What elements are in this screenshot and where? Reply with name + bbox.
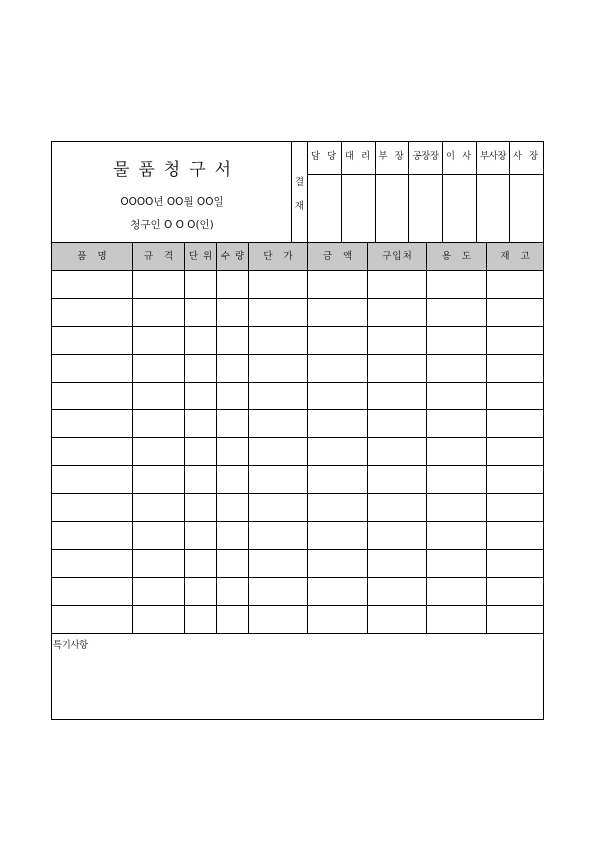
amount-cell[interactable]	[308, 355, 368, 382]
signature-box[interactable]	[342, 175, 375, 242]
amount-cell[interactable]	[308, 494, 368, 521]
unit-price-cell[interactable]	[249, 522, 308, 549]
unit-cell[interactable]	[185, 550, 217, 577]
spec-cell[interactable]	[133, 327, 185, 354]
purpose-cell[interactable]	[427, 578, 487, 605]
requester-line: 청구인 O O O(인)	[130, 219, 214, 231]
approval-column	[342, 142, 376, 242]
item-name-cell[interactable]	[52, 578, 133, 605]
quantity-cell[interactable]	[217, 550, 249, 577]
vendor-cell[interactable]	[368, 578, 427, 605]
stock-cell[interactable]	[487, 606, 543, 633]
stock-cell[interactable]	[487, 466, 543, 493]
signature-box[interactable]	[308, 175, 341, 242]
table-row	[52, 438, 543, 466]
stock-cell[interactable]	[487, 299, 543, 326]
stock-cell[interactable]	[487, 578, 543, 605]
item-name-cell[interactable]	[52, 438, 133, 465]
quantity-cell[interactable]	[217, 578, 249, 605]
unit-cell[interactable]	[185, 578, 217, 605]
purpose-cell[interactable]	[427, 550, 487, 577]
spec-cell[interactable]	[133, 438, 185, 465]
vendor-cell[interactable]	[368, 550, 427, 577]
unit-cell[interactable]	[185, 438, 217, 465]
signature-box[interactable]	[477, 175, 509, 242]
quantity-cell[interactable]	[217, 410, 249, 437]
unit-price-cell[interactable]	[249, 494, 308, 521]
quantity-cell[interactable]	[217, 438, 249, 465]
unit-price-cell[interactable]	[249, 606, 308, 633]
column-header-spec: 규 격	[133, 243, 185, 270]
title-block	[52, 142, 292, 242]
unit-price-cell[interactable]	[249, 578, 308, 605]
vendor-cell[interactable]	[368, 438, 427, 465]
form-header	[52, 142, 543, 243]
unit-price-cell[interactable]	[249, 466, 308, 493]
amount-cell[interactable]	[308, 522, 368, 549]
column-header-stock: 재 고	[500, 251, 534, 262]
item-name-cell[interactable]	[52, 606, 133, 633]
unit-cell[interactable]	[185, 606, 217, 633]
quantity-cell[interactable]	[217, 327, 249, 354]
vendor-cell[interactable]	[368, 494, 427, 521]
approval-label-char: 재	[294, 201, 305, 212]
spec-cell[interactable]	[133, 271, 185, 298]
purpose-cell[interactable]	[427, 299, 487, 326]
quantity-cell[interactable]	[217, 466, 249, 493]
column-header-unit-price: 단 가	[249, 243, 308, 270]
unit-price-cell[interactable]	[249, 383, 308, 410]
unit-cell[interactable]	[185, 299, 217, 326]
item-name-cell[interactable]	[52, 327, 133, 354]
signature-box[interactable]	[443, 175, 476, 242]
approval-column	[409, 142, 443, 242]
unit-cell[interactable]	[185, 355, 217, 382]
unit-cell[interactable]	[185, 271, 217, 298]
date-line: OOOO년 OO월 OO일	[120, 196, 224, 208]
remarks-section[interactable]	[52, 634, 543, 719]
amount-cell[interactable]	[308, 606, 368, 633]
vendor-cell[interactable]	[368, 522, 427, 549]
item-name-cell[interactable]	[52, 466, 133, 493]
stock-cell[interactable]	[487, 327, 543, 354]
remarks-label: 특기사항	[53, 640, 88, 651]
stock-cell[interactable]	[487, 550, 543, 577]
column-header-unit: 단 위	[185, 243, 217, 270]
stock-cell[interactable]	[487, 383, 543, 410]
spec-cell[interactable]	[133, 522, 185, 549]
amount-cell[interactable]	[308, 410, 368, 437]
approval-column	[376, 142, 409, 242]
unit-price-cell[interactable]	[249, 438, 308, 465]
item-name-cell[interactable]	[52, 271, 133, 298]
unit-cell[interactable]	[185, 494, 217, 521]
unit-price-cell[interactable]	[249, 550, 308, 577]
items-table-header	[52, 243, 543, 271]
unit-price-cell[interactable]	[249, 271, 308, 298]
vendor-cell[interactable]	[368, 299, 427, 326]
approver-title: 이 사	[443, 142, 476, 175]
amount-cell[interactable]	[308, 299, 368, 326]
quantity-cell[interactable]	[217, 606, 249, 633]
item-name-cell[interactable]	[52, 355, 133, 382]
signature-box[interactable]	[376, 175, 408, 242]
table-row	[52, 494, 543, 522]
purpose-cell[interactable]	[427, 494, 487, 521]
spec-cell[interactable]	[133, 494, 185, 521]
approver-title: 부 장	[376, 142, 408, 175]
spec-cell[interactable]	[133, 383, 185, 410]
stock-cell[interactable]	[487, 355, 543, 382]
amount-cell[interactable]	[308, 271, 368, 298]
table-row	[52, 355, 543, 383]
table-row	[52, 299, 543, 327]
spec-cell[interactable]	[133, 410, 185, 437]
requisition-form	[51, 141, 544, 720]
quantity-cell[interactable]	[217, 355, 249, 382]
amount-cell[interactable]	[308, 466, 368, 493]
unit-cell[interactable]	[185, 466, 217, 493]
table-row	[52, 271, 543, 299]
column-header-quantity: 수 량	[217, 243, 249, 270]
table-row	[52, 550, 543, 578]
unit-cell[interactable]	[185, 410, 217, 437]
approver-title: 부사장	[477, 142, 509, 175]
column-header-vendor: 구입처	[368, 243, 427, 270]
spec-cell[interactable]	[133, 550, 185, 577]
purpose-cell[interactable]	[427, 271, 487, 298]
stock-cell[interactable]	[487, 438, 543, 465]
purpose-cell[interactable]	[427, 438, 487, 465]
amount-cell[interactable]	[308, 550, 368, 577]
quantity-cell[interactable]	[217, 494, 249, 521]
items-table-body	[52, 271, 543, 634]
item-name-cell[interactable]	[52, 383, 133, 410]
unit-price-cell[interactable]	[249, 327, 308, 354]
item-name-cell[interactable]	[52, 299, 133, 326]
purpose-cell[interactable]	[427, 383, 487, 410]
vendor-cell[interactable]	[368, 327, 427, 354]
approval-column	[443, 142, 477, 242]
approver-title: 대 리	[342, 142, 375, 175]
column-header-amount: 금 액	[308, 243, 368, 270]
spec-cell[interactable]	[133, 466, 185, 493]
table-row	[52, 383, 543, 411]
table-row	[52, 466, 543, 494]
purpose-cell[interactable]	[427, 466, 487, 493]
table-row	[52, 327, 543, 355]
amount-cell[interactable]	[308, 383, 368, 410]
document-title: 물품청구서	[112, 160, 241, 180]
approval-label-char: 결	[294, 177, 305, 188]
stock-cell[interactable]	[487, 410, 543, 437]
column-header-purpose: 용 도	[427, 243, 487, 270]
stock-cell[interactable]	[487, 494, 543, 521]
quantity-cell[interactable]	[217, 299, 249, 326]
unit-cell[interactable]	[185, 327, 217, 354]
amount-cell[interactable]	[308, 327, 368, 354]
vendor-cell[interactable]	[368, 383, 427, 410]
approval-column	[510, 142, 543, 242]
item-name-cell[interactable]	[52, 494, 133, 521]
approval-column	[477, 142, 510, 242]
purpose-cell[interactable]	[427, 327, 487, 354]
table-row	[52, 410, 543, 438]
spec-cell[interactable]	[133, 578, 185, 605]
spec-cell[interactable]	[133, 299, 185, 326]
approval-column	[308, 142, 342, 242]
unit-price-cell[interactable]	[249, 355, 308, 382]
vendor-cell[interactable]	[368, 271, 427, 298]
item-name-cell[interactable]	[52, 550, 133, 577]
unit-price-cell[interactable]	[249, 299, 308, 326]
vendor-cell[interactable]	[368, 606, 427, 633]
signature-box[interactable]	[409, 175, 442, 242]
table-row	[52, 522, 543, 550]
column-header-item-name: 품 명	[52, 243, 133, 270]
purpose-cell[interactable]	[427, 606, 487, 633]
purpose-cell[interactable]	[427, 410, 487, 437]
unit-cell[interactable]	[185, 383, 217, 410]
unit-price-cell[interactable]	[249, 410, 308, 437]
approval-label	[292, 142, 308, 242]
item-name-cell[interactable]	[52, 410, 133, 437]
approver-title: 담 당	[308, 142, 341, 175]
spec-cell[interactable]	[133, 355, 185, 382]
amount-cell[interactable]	[308, 578, 368, 605]
stock-cell[interactable]	[487, 271, 543, 298]
vendor-cell[interactable]	[368, 410, 427, 437]
vendor-cell[interactable]	[368, 355, 427, 382]
quantity-cell[interactable]	[217, 271, 249, 298]
quantity-cell[interactable]	[217, 383, 249, 410]
item-name-cell[interactable]	[52, 522, 133, 549]
table-row	[52, 578, 543, 606]
approval-grid	[308, 142, 543, 242]
stock-cell[interactable]	[487, 522, 543, 549]
table-row	[52, 606, 543, 634]
vendor-cell[interactable]	[368, 466, 427, 493]
purpose-cell[interactable]	[427, 522, 487, 549]
unit-cell[interactable]	[185, 522, 217, 549]
amount-cell[interactable]	[308, 438, 368, 465]
signature-box[interactable]	[510, 175, 543, 242]
approver-title: 공장장	[409, 142, 442, 175]
approver-title: 사 장	[510, 142, 543, 175]
quantity-cell[interactable]	[217, 522, 249, 549]
spec-cell[interactable]	[133, 606, 185, 633]
purpose-cell[interactable]	[427, 355, 487, 382]
